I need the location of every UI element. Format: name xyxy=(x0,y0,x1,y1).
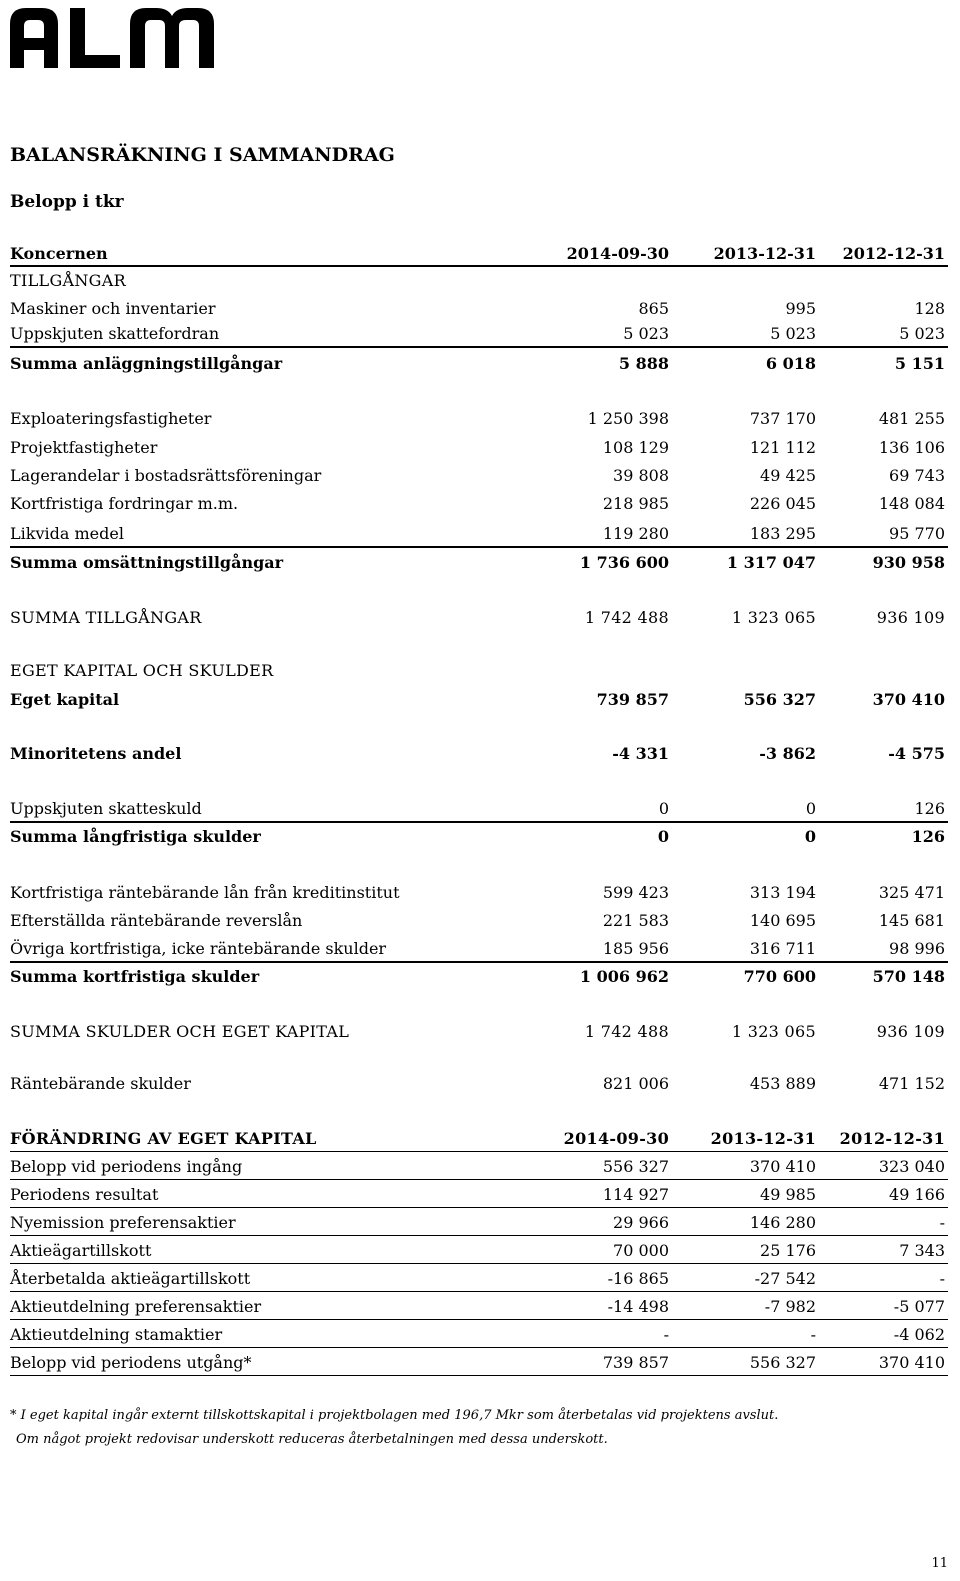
row-label: Aktieägartillskott xyxy=(10,1241,152,1260)
row-value-col2: 5 023 xyxy=(770,324,816,343)
row-value-col2: 121 112 xyxy=(749,438,816,457)
row-value-col2: 0 xyxy=(805,799,816,818)
row-label: Eget kapital xyxy=(10,690,120,709)
row-value-col3: 126 xyxy=(914,799,945,818)
table-row xyxy=(10,1352,945,1374)
row-value-col3: 7 343 xyxy=(899,1241,945,1260)
table-row xyxy=(10,1268,945,1290)
row-value-col1: 218 985 xyxy=(602,494,669,513)
row-value-col2: 226 045 xyxy=(749,494,816,513)
row-label: Summa anläggningstillgångar xyxy=(10,354,283,373)
row-value-col3: 370 410 xyxy=(872,690,945,709)
divider xyxy=(10,346,948,348)
divider xyxy=(10,1319,948,1320)
row-value-col2: 6 018 xyxy=(765,354,816,373)
row-value-col3: 148 084 xyxy=(878,494,945,513)
table-row xyxy=(10,408,945,430)
row-label: Uppskjuten skattefordran xyxy=(10,324,220,343)
row-label: Kortfristiga fordringar m.m. xyxy=(10,494,239,513)
row-label: SUMMA TILLGÅNGAR xyxy=(10,608,202,627)
row-value-col2: 1 317 047 xyxy=(726,553,816,572)
footnote: Om något projekt redovisar underskott reduceras återbetalningen med dessa underskott. xyxy=(16,1432,608,1447)
row-value-col2: 995 xyxy=(785,299,816,318)
row-value-col1: 739 857 xyxy=(596,690,669,709)
row-label: Summa kortfristiga skulder xyxy=(10,967,260,986)
row-value-col2: 313 194 xyxy=(749,883,816,902)
table-row xyxy=(10,465,945,487)
page-title: BALANSRÄKNING I SAMMANDRAG xyxy=(10,144,395,166)
table-row xyxy=(10,1021,945,1043)
row-value-col1: 114 927 xyxy=(602,1185,669,1204)
page-number: 11 xyxy=(931,1556,948,1571)
row-label: Räntebärande skulder xyxy=(10,1074,191,1093)
alm-logo xyxy=(8,2,238,74)
row-value-col2: 556 327 xyxy=(749,1353,816,1372)
row-value-col1: 185 956 xyxy=(602,939,669,958)
row-value-col1: 39 808 xyxy=(613,466,669,485)
row-value-col2: 770 600 xyxy=(743,967,816,986)
row-value-col1: 70 000 xyxy=(613,1241,669,1260)
row-label: SUMMA SKULDER OCH EGET KAPITAL xyxy=(10,1022,350,1041)
row-label: Nyemission preferensaktier xyxy=(10,1213,236,1232)
row-value-col3: - xyxy=(939,1269,945,1288)
row-label: Aktieutdelning preferensaktier xyxy=(10,1297,262,1316)
row-value-col2: 370 410 xyxy=(749,1157,816,1176)
row-value-col2: 556 327 xyxy=(743,690,816,709)
row-value-col3: 325 471 xyxy=(878,883,945,902)
row-value-col2: 453 889 xyxy=(749,1074,816,1093)
row-label: Likvida medel xyxy=(10,524,124,543)
row-value-col1: 1 006 962 xyxy=(579,967,669,986)
table-row xyxy=(10,882,945,904)
row-value-col3: 145 681 xyxy=(878,911,945,930)
table-row xyxy=(10,1240,945,1262)
row-label: Övriga kortfristiga, icke räntebärande skulder xyxy=(10,939,387,958)
row-value-col1: -4 331 xyxy=(612,744,669,763)
row-label: TILLGÅNGAR xyxy=(10,271,126,290)
divider xyxy=(10,1263,948,1264)
divider xyxy=(10,546,948,548)
row-value-col2: -7 982 xyxy=(764,1297,816,1316)
row-value-col1: 108 129 xyxy=(602,438,669,457)
row-value-col3: -4 062 xyxy=(893,1325,945,1344)
table-row xyxy=(10,743,945,765)
row-label: Efterställda räntebärande reverslån xyxy=(10,911,303,930)
row-value-col3: 930 958 xyxy=(872,553,945,572)
row-value-col3: -5 077 xyxy=(893,1297,945,1316)
row-value-col3: 5 151 xyxy=(894,354,945,373)
row-value-col1: 599 423 xyxy=(602,883,669,902)
row-value-col1: 119 280 xyxy=(602,524,669,543)
table-row xyxy=(10,353,945,375)
row-value-col1: 0 xyxy=(658,799,669,818)
table-row xyxy=(10,552,945,574)
row-value-col2: - xyxy=(810,1325,816,1344)
row-label: Maskiner och inventarier xyxy=(10,299,216,318)
table-row xyxy=(10,437,945,459)
row-value-col3: 323 040 xyxy=(878,1157,945,1176)
row-value-col3: 5 023 xyxy=(899,324,945,343)
row-value-col1: 865 xyxy=(638,299,669,318)
row-value-col1: -16 865 xyxy=(607,1269,669,1288)
row-label: EGET KAPITAL OCH SKULDER xyxy=(10,661,274,680)
divider xyxy=(10,1235,948,1236)
balance-header-col2: 2013-12-31 xyxy=(713,244,816,263)
table-row xyxy=(10,1073,945,1095)
row-value-col1: 1 736 600 xyxy=(579,553,669,572)
row-label: Summa omsättningstillgångar xyxy=(10,553,284,572)
divider xyxy=(10,961,948,963)
table-row xyxy=(10,607,945,629)
row-value-col3: 570 148 xyxy=(872,967,945,986)
row-value-col1: 5 023 xyxy=(623,324,669,343)
divider xyxy=(10,1347,948,1348)
row-value-col2: 316 711 xyxy=(749,939,816,958)
row-label: Belopp vid periodens utgång* xyxy=(10,1353,252,1372)
divider xyxy=(10,821,948,823)
balance-header-col3: 2012-12-31 xyxy=(842,244,945,263)
table-row xyxy=(10,1324,945,1346)
table-row xyxy=(10,660,945,682)
row-value-col2: 49 425 xyxy=(760,466,816,485)
row-value-col1: 221 583 xyxy=(602,911,669,930)
row-value-col3: 95 770 xyxy=(889,524,945,543)
row-value-col2: 737 170 xyxy=(749,409,816,428)
divider xyxy=(10,1179,948,1180)
row-label: Återbetalda aktieägartillskott xyxy=(10,1269,251,1288)
row-value-col1: 1 250 398 xyxy=(587,409,669,428)
divider xyxy=(10,1291,948,1292)
row-value-col3: 69 743 xyxy=(889,466,945,485)
table-row xyxy=(10,938,945,960)
table-row xyxy=(10,910,945,932)
row-label: Periodens resultat xyxy=(10,1185,159,1204)
row-value-col1: 556 327 xyxy=(602,1157,669,1176)
equity-header-col2: 2013-12-31 xyxy=(710,1129,816,1148)
row-value-col2: 140 695 xyxy=(749,911,816,930)
row-label: Lagerandelar i bostadsrättsföreningar xyxy=(10,466,322,485)
row-label: Kortfristiga räntebärande lån från kreditinstitut xyxy=(10,883,400,902)
row-value-col3: 128 xyxy=(914,299,945,318)
row-value-col1: 29 966 xyxy=(613,1213,669,1232)
equity-header-label: FÖRÄNDRING AV EGET KAPITAL xyxy=(10,1129,317,1148)
row-value-col3: 98 996 xyxy=(889,939,945,958)
divider xyxy=(10,265,948,267)
row-value-col3: -4 575 xyxy=(888,744,945,763)
table-row xyxy=(10,1296,945,1318)
balance-header-label: Koncernen xyxy=(10,244,108,263)
table-row xyxy=(10,523,945,545)
table-row xyxy=(10,493,945,515)
row-label: Uppskjuten skatteskuld xyxy=(10,799,202,818)
row-value-col1: - xyxy=(663,1325,669,1344)
row-value-col1: 821 006 xyxy=(602,1074,669,1093)
table-row xyxy=(10,1212,945,1234)
row-value-col1: 739 857 xyxy=(602,1353,669,1372)
table-row xyxy=(10,966,945,988)
row-value-col1: -14 498 xyxy=(607,1297,669,1316)
row-label: Projektfastigheter xyxy=(10,438,158,457)
row-value-col2: -27 542 xyxy=(754,1269,816,1288)
table-row xyxy=(10,298,945,320)
table-row xyxy=(10,826,945,848)
row-label: Summa långfristiga skulder xyxy=(10,827,261,846)
row-value-col2: 0 xyxy=(804,827,816,846)
row-value-col1: 1 742 488 xyxy=(584,608,669,627)
table-row xyxy=(10,689,945,711)
balance-header-col1: 2014-09-30 xyxy=(566,244,669,263)
row-value-col2: 49 985 xyxy=(760,1185,816,1204)
row-value-col1: 0 xyxy=(657,827,669,846)
row-value-col1: 1 742 488 xyxy=(584,1022,669,1041)
footnote: * I eget kapital ingår externt tillskottskapital i projektbolagen med 196,7 Mkr som återbetalas vid projektens avslut. xyxy=(10,1408,779,1423)
table-row xyxy=(10,1156,945,1178)
table-row xyxy=(10,1184,945,1206)
table-row xyxy=(10,798,945,820)
row-value-col3: 471 152 xyxy=(878,1074,945,1093)
row-label: Belopp vid periodens ingång xyxy=(10,1157,243,1176)
page-subtitle: Belopp i tkr xyxy=(10,192,124,212)
row-value-col3: 481 255 xyxy=(878,409,945,428)
row-value-col3: 936 109 xyxy=(876,1022,945,1041)
row-value-col2: 183 295 xyxy=(749,524,816,543)
row-value-col2: 25 176 xyxy=(760,1241,816,1260)
row-value-col3: 126 xyxy=(911,827,945,846)
row-value-col3: 136 106 xyxy=(878,438,945,457)
row-value-col3: 49 166 xyxy=(889,1185,945,1204)
row-value-col2: -3 862 xyxy=(759,744,816,763)
row-value-col1: 5 888 xyxy=(618,354,669,373)
row-label: Aktieutdelning stamaktier xyxy=(10,1325,223,1344)
equity-header-col3: 2012-12-31 xyxy=(839,1129,945,1148)
row-label: Exploateringsfastigheter xyxy=(10,409,212,428)
balance-header-row xyxy=(10,243,945,265)
row-value-col3: 370 410 xyxy=(878,1353,945,1372)
table-row xyxy=(10,270,945,292)
divider xyxy=(10,1375,948,1376)
divider xyxy=(10,1151,948,1152)
row-value-col3: 936 109 xyxy=(876,608,945,627)
row-value-col2: 1 323 065 xyxy=(731,1022,816,1041)
equity-header-row xyxy=(10,1128,945,1150)
divider xyxy=(10,1207,948,1208)
row-value-col2: 1 323 065 xyxy=(731,608,816,627)
row-value-col2: 146 280 xyxy=(749,1213,816,1232)
table-row xyxy=(10,323,945,345)
row-label: Minoritetens andel xyxy=(10,744,182,763)
row-value-col3: - xyxy=(939,1213,945,1232)
equity-header-col1: 2014-09-30 xyxy=(563,1129,669,1148)
